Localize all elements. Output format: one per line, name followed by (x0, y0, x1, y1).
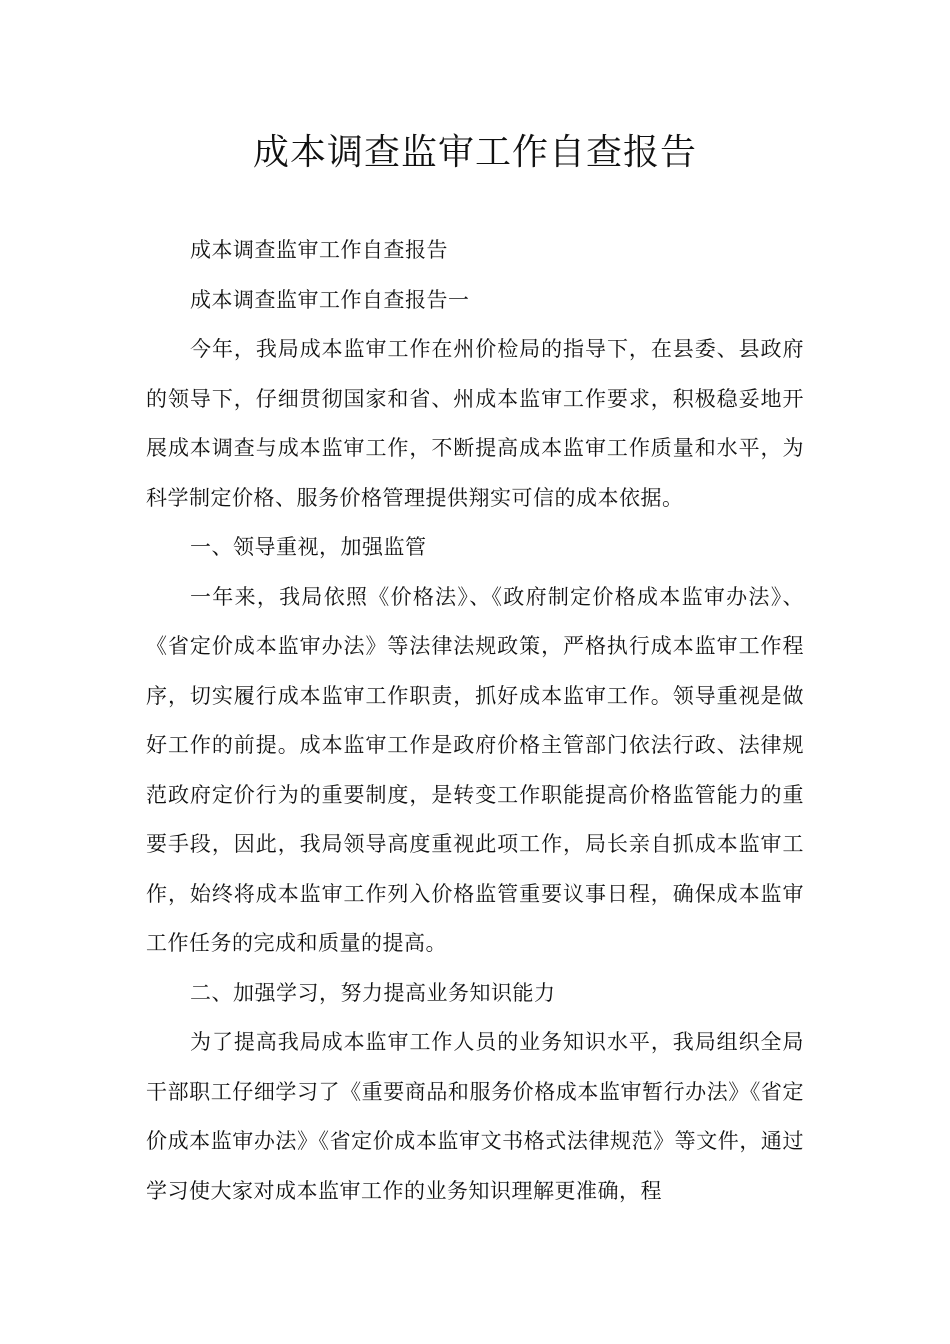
document-body (146, 226, 804, 1216)
report-number-line: 成本调查监审工作自查报告一 (190, 287, 470, 312)
section-paragraph-2: 为了提高我局成本监审工作人员的业务知识水平，我局组织全局干部职工仔细学习了《重要商品和服务价格成本监审暂行办法》《省定价成本监审办法》《省定价成本监审文书格式法律规范》等文件，通过学习使大家对成本监审工作的业务知识理解更准确，程 (146, 1030, 804, 1203)
intro-paragraph: 今年，我局成本监审工作在州价检局的指导下，在县委、县政府的领导下，仔细贯彻国家和省、州成本监审工作要求，积极稳妥地开展成本调查与成本监审工作，不断提高成本监审工作质量和水平，为科学制定价格、服务价格管理提供翔实可信的成本依据。 (146, 337, 804, 510)
document-title: 成本调查监审工作自查报告 (252, 132, 697, 173)
section-paragraph-1: 一年来，我局依照《价格法》、《政府制定价格成本监审办法》、《省定价成本监审办法》等法律法规政策，严格执行成本监审工作程序，切实履行成本监审工作职责，抓好成本监审工作。领导重视是做好工作的前提。成本监审工作是政府价格主管部门依法行政、法律规范政府定价行为的重要制度，是转变工作职能提高价格监管能力的重要手段，因此，我局领导高度重视此项工作，局长亲自抓成本监审工作，始终将成本监审工作列入价格监管重要议事日程，确保成本监审工作任务的完成和质量的提高。 (146, 584, 804, 955)
section-heading-2: 二、加强学习，努力提高业务知识能力 (190, 980, 556, 1005)
subtitle-line: 成本调查监审工作自查报告 (190, 238, 448, 262)
section-heading-1: 一、领导重视，加强监管 (190, 535, 427, 559)
